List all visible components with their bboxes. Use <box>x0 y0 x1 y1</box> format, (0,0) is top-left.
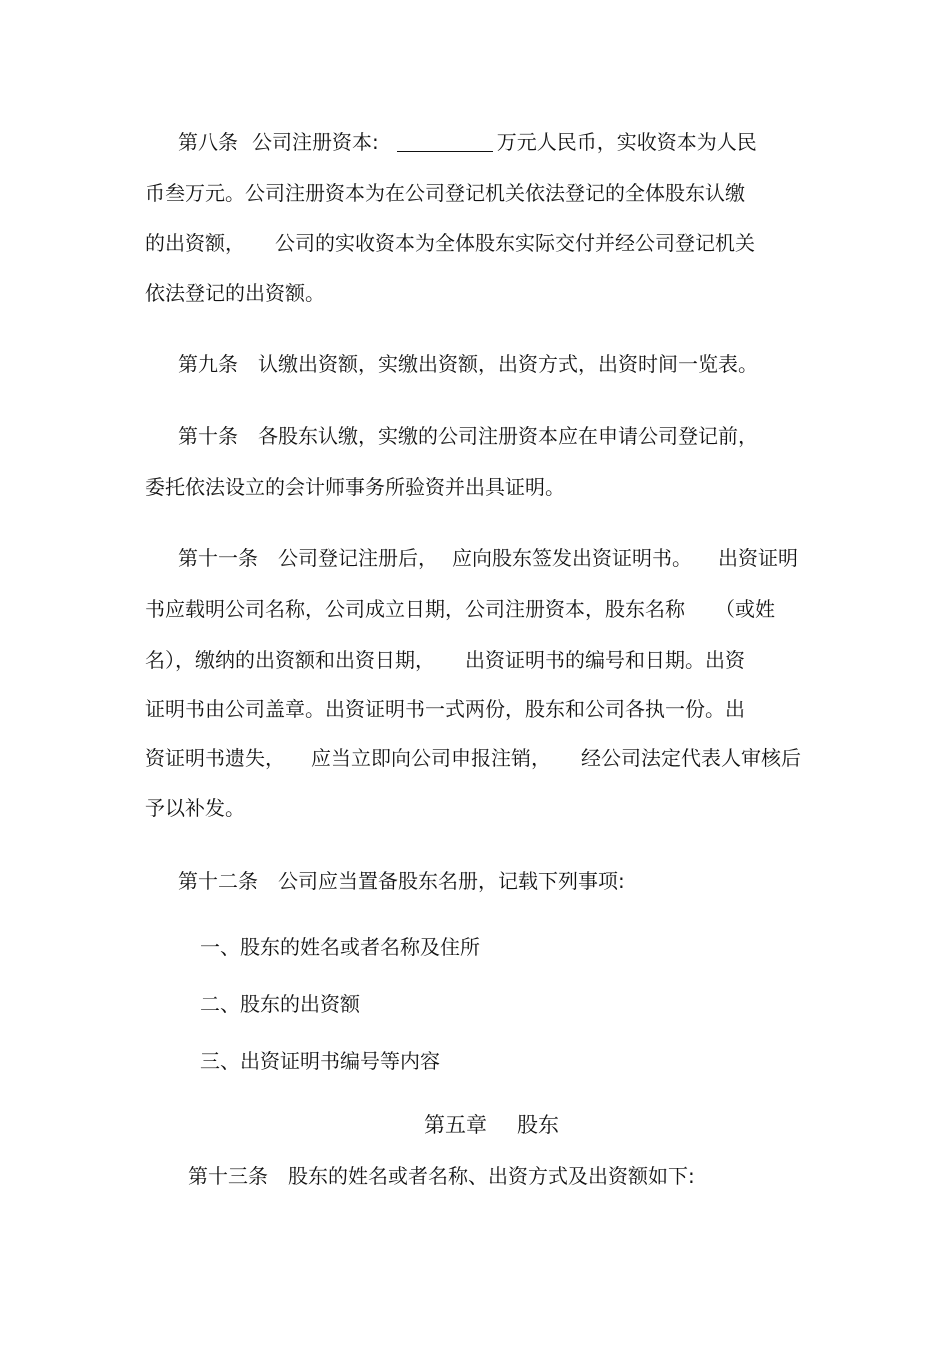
article-12-item-3: 三、出资证明书编号等内容 <box>200 1049 440 1073</box>
article-11-line-5 <box>145 745 801 771</box>
article-8-line-3 <box>145 230 755 256</box>
article-8-label: 第八条 <box>178 130 238 154</box>
article-10-line-1: 第十条 各股东认缴，实缴的公司注册资本应在申请公司登记前， <box>178 424 758 448</box>
article-9-line-1: 第九条 认缴出资额，实缴出资额，出资方式，出资时间一览表。 <box>178 352 758 376</box>
article-8-line-1 <box>178 129 757 155</box>
article-11-text-1b: 应向股东签发出资证明书。 <box>452 546 692 570</box>
article-8-text-3b: 公司的实收资本为全体股东实际交付并经公司登记机关 <box>275 231 755 255</box>
article-12-line-1: 第十二条 公司应当置备股东名册，记载下列事项: <box>178 869 625 893</box>
chapter-5-heading <box>424 1112 559 1138</box>
article-11-text-5b: 应当立即向公司申报注销， <box>311 746 551 770</box>
article-11-line-2 <box>145 596 775 622</box>
article-13-line-1: 第十三条 股东的姓名或者名称、出资方式及出资额如下: <box>188 1164 695 1188</box>
article-11-text-1a: 第十一条 公司登记注册后， <box>178 546 438 570</box>
article-11-line-3 <box>145 647 745 673</box>
article-11-text-5c: 经公司法定代表人审核后 <box>581 746 801 770</box>
article-11-line-4: 证明书由公司盖章。出资证明书一式两份，股东和公司各执一份。出 <box>145 697 745 721</box>
chapter-number: 第五章 <box>424 1113 487 1137</box>
article-12-item-1: 一、股东的姓名或者名称及住所 <box>200 935 480 959</box>
article-8-capital-label: 公司注册资本: <box>252 130 379 154</box>
article-11-text-2a: 书应载明公司名称，公司成立日期，公司注册资本，股东名称 <box>145 597 685 621</box>
article-11-line-6: 予以补发。 <box>145 796 245 820</box>
article-11-text-1c: 出资证明 <box>718 546 798 570</box>
article-11-line-1 <box>178 545 798 571</box>
article-11-text-5a: 资证明书遗失， <box>145 746 285 770</box>
chapter-title: 股东 <box>517 1113 559 1137</box>
article-12-item-2: 二、股东的出资额 <box>200 992 360 1016</box>
article-8-line-4: 依法登记的出资额。 <box>145 281 325 305</box>
registered-capital-blank <box>397 131 493 152</box>
article-8-text-1c: 万元人民币，实收资本为人民 <box>496 130 757 154</box>
article-11-text-2b: （或姓 <box>715 597 775 621</box>
article-8-line-2: 币叁万元。公司注册资本为在公司登记机关依法登记的全体股东认缴 <box>145 181 745 205</box>
article-10-line-2: 委托依法设立的会计师事务所验资并出具证明。 <box>145 475 565 499</box>
article-8-text-3a: 的出资额， <box>145 231 245 255</box>
article-11-text-3b: 出资证明书的编号和日期。出资 <box>465 648 745 672</box>
article-11-text-3a: 名），缴纳的出资额和出资日期， <box>145 648 435 672</box>
